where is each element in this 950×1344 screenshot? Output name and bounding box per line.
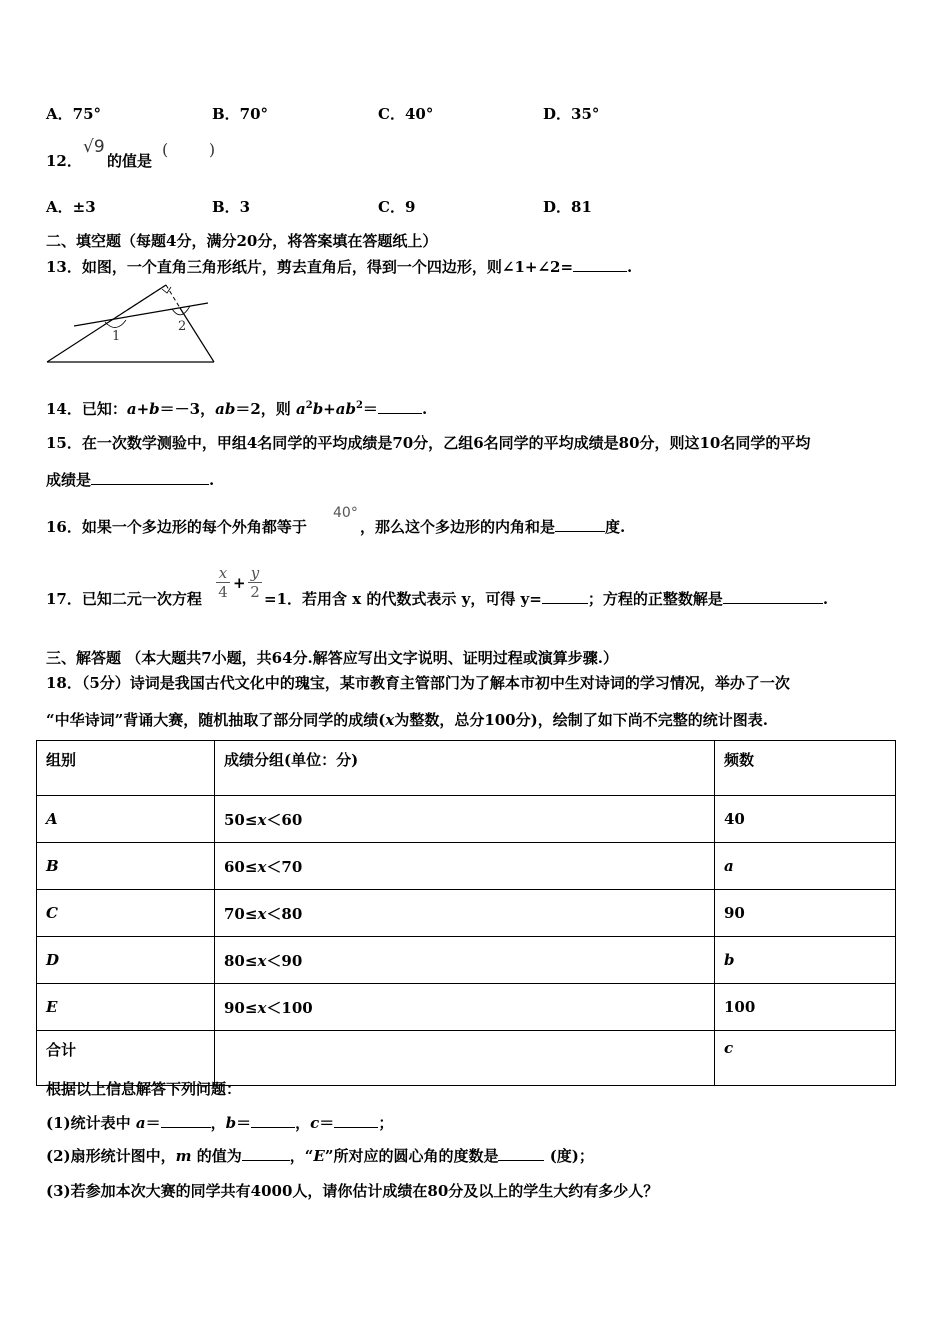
q17-mid2: ；方程的正整数解是 bbox=[587, 590, 723, 608]
row-frequency: 100 bbox=[715, 984, 896, 1031]
header-frequency: 频数 bbox=[715, 741, 896, 796]
q13-blank bbox=[573, 257, 627, 272]
after-part-3: (3)若参加本次大赛的同学共有4000人，请你估计成绩在80分及以上的学生大约有多少人？ bbox=[46, 1182, 659, 1200]
q17-fraction-1 bbox=[216, 564, 230, 601]
blank-b bbox=[251, 1113, 295, 1128]
q12-suffix: 的值是 bbox=[107, 152, 153, 170]
q18-x: x bbox=[385, 711, 395, 729]
q17-prefix: 17．已知二元一次方程 bbox=[46, 590, 202, 608]
q16-prefix: 16．如果一个多边形的每个外角都等于 bbox=[46, 518, 307, 536]
table-row bbox=[37, 984, 896, 1031]
table-row bbox=[37, 890, 896, 937]
blank-a bbox=[161, 1113, 211, 1128]
q12-radical: √9 bbox=[83, 137, 105, 157]
q15-end: . bbox=[209, 471, 215, 489]
q15-prefix: 成绩是 bbox=[46, 471, 92, 489]
q14-ab: ab bbox=[215, 400, 236, 418]
q14-exp-1: 2 bbox=[305, 400, 313, 411]
q14-expr-a: a bbox=[295, 400, 306, 418]
q16-suffix: ，那么这个多边形的内角和是 bbox=[360, 518, 556, 536]
q14-text bbox=[46, 398, 427, 419]
q11-option-b: B．70° bbox=[212, 105, 269, 123]
after-intro: 根据以上信息解答下列问题： bbox=[46, 1080, 242, 1098]
angle-label-1: 1 bbox=[112, 329, 121, 344]
q14-eq3: ＝ bbox=[362, 400, 378, 418]
q16-rest bbox=[360, 516, 625, 537]
q13-triangle-figure bbox=[44, 282, 224, 366]
total-range-empty bbox=[215, 1031, 715, 1086]
total-label: 合计 bbox=[37, 1031, 215, 1086]
q16-unit: 度. bbox=[605, 518, 626, 536]
row-frequency: 90 bbox=[715, 890, 896, 937]
row-range: 60≤x＜70 bbox=[215, 843, 715, 890]
q17-frac1-num: x bbox=[218, 564, 228, 582]
q14-eq2: ＝2，则 bbox=[235, 400, 296, 418]
q12-option-c: C．9 bbox=[378, 198, 416, 216]
q13-text bbox=[46, 256, 632, 277]
q14-expr-b: b+ab bbox=[312, 400, 356, 418]
q17-frac2-den: 2 bbox=[248, 582, 262, 601]
q13-question: 13．如图，一个直角三角形纸片，剪去直角后，得到一个四边形，则∠1+∠2= bbox=[46, 258, 574, 276]
triangle-right-side bbox=[180, 308, 214, 362]
cut-line bbox=[74, 303, 208, 326]
q17-end: . bbox=[822, 590, 829, 608]
q14-exp-2: 2 bbox=[355, 400, 363, 411]
angle-label-2: 2 bbox=[178, 319, 187, 334]
q11-option-a: A．75° bbox=[46, 105, 102, 123]
q17-blank-2 bbox=[723, 589, 823, 604]
row-group: B bbox=[37, 843, 215, 890]
q16-blank bbox=[555, 517, 605, 532]
row-group: A bbox=[37, 796, 215, 843]
section-2-heading: 二、填空题（每题4分，满分20分，将答案填在答题纸上） bbox=[46, 232, 438, 250]
row-frequency: 40 bbox=[715, 796, 896, 843]
row-range: 70≤x＜80 bbox=[215, 890, 715, 937]
q12-number: 12． bbox=[46, 152, 82, 170]
row-group: C bbox=[37, 890, 215, 937]
q18-line-2 bbox=[46, 709, 768, 730]
q18-line2-b: 为整数，总分100分)，绘制了如下尚不完整的统计图表. bbox=[394, 711, 768, 729]
q17-plus: + bbox=[233, 574, 246, 592]
q14-end: . bbox=[421, 400, 428, 418]
q17-mid: =1．若用含 x 的代数式表示 y，可得 y= bbox=[264, 590, 542, 608]
cut-dashed-right bbox=[166, 285, 180, 308]
q11-option-d: D．35° bbox=[543, 105, 600, 123]
total-frequency: c bbox=[715, 1031, 896, 1086]
q15-line-1: 15．在一次数学测验中，甲组4名同学的平均成绩是70分，乙组6名同学的平均成绩是80分，则这10名同学的平均 bbox=[46, 434, 811, 452]
header-range: 成绩分组(单位：分) bbox=[215, 741, 715, 796]
table-row bbox=[37, 937, 896, 984]
row-range: 80≤x＜90 bbox=[215, 937, 715, 984]
right-angle-mark bbox=[162, 287, 171, 293]
table-row bbox=[37, 843, 896, 890]
blank-c bbox=[334, 1113, 378, 1128]
q11-option-c: C．40° bbox=[378, 105, 434, 123]
row-group: E bbox=[37, 984, 215, 1031]
q18-line-1: 18．（5分）诗词是我国古代文化中的瑰宝，某市教育主管部门为了解本市初中生对诗词的学习情况，举办了一次 bbox=[46, 674, 790, 692]
q14-blank bbox=[378, 399, 422, 414]
q15-blank bbox=[91, 470, 209, 485]
blank-angle bbox=[498, 1146, 544, 1161]
q17-frac2-num: y bbox=[250, 564, 260, 582]
header-group: 组别 bbox=[37, 741, 215, 796]
q12-option-a: A．±3 bbox=[46, 198, 96, 216]
blank-m bbox=[242, 1146, 290, 1161]
q14-eq1: ＝－3， bbox=[159, 400, 216, 418]
q17-fraction-2 bbox=[248, 564, 262, 601]
q16-angle: 40° bbox=[333, 505, 358, 521]
table-row bbox=[37, 796, 896, 843]
row-range: 50≤x＜60 bbox=[215, 796, 715, 843]
row-range: 90≤x＜100 bbox=[215, 984, 715, 1031]
q14-prefix: 14．已知： bbox=[46, 400, 127, 418]
q13-end: . bbox=[627, 258, 633, 276]
q12-option-d: D．81 bbox=[543, 198, 592, 216]
after-part-2: (2)扇形统计图中，m 的值为 ，“E”所对应的圆心角的度数是 (度)； bbox=[46, 1147, 594, 1165]
q12-paren: ( ) bbox=[162, 140, 216, 159]
row-frequency: b bbox=[715, 937, 896, 984]
q15-line-2 bbox=[46, 469, 214, 490]
q12-option-b: B．3 bbox=[212, 198, 251, 216]
angle-1-arc bbox=[105, 320, 126, 328]
q17-frac1-den: 4 bbox=[216, 582, 230, 601]
q14-a-plus-b: a+b bbox=[126, 400, 160, 418]
row-group: D bbox=[37, 937, 215, 984]
q18-line2-a: “中华诗词”背诵大赛，随机抽取了部分同学的成绩( bbox=[46, 711, 386, 729]
q17-blank-1 bbox=[542, 589, 588, 604]
after-part-1: (1)统计表中 a＝ ，b＝ ，c＝ ； bbox=[46, 1114, 394, 1132]
table-header-row bbox=[37, 741, 896, 796]
q17-rest bbox=[264, 588, 828, 609]
score-frequency-table bbox=[36, 740, 896, 1086]
row-frequency: a bbox=[715, 843, 896, 890]
section-3-heading: 三、解答题 （本大题共7小题，共64分.解答应写出文字说明、证明过程或演算步骤.） bbox=[46, 649, 618, 667]
